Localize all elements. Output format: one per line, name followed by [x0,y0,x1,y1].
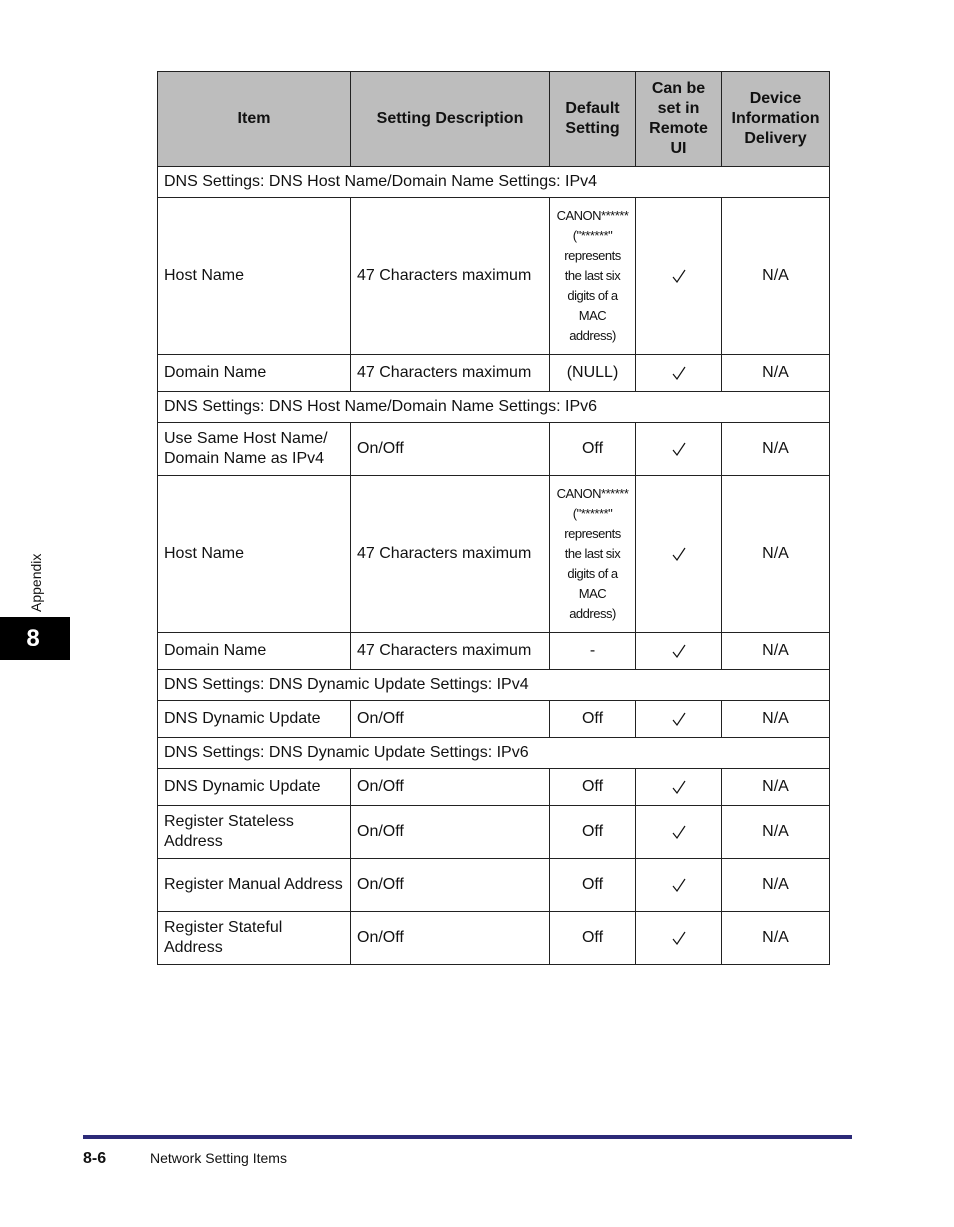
chapter-side-label: Appendix [28,553,44,612]
check-icon [671,930,687,946]
header-item: Item [158,72,351,167]
delivery-cell: N/A [722,198,830,355]
default-cell: - [550,633,636,670]
item-cell: Register Stateful Address [158,912,351,965]
header-default-setting: Default Setting [550,72,636,167]
default-cell: CANON****** ("******" represents the last six digits of a MAC address) [550,198,636,355]
default-cell: CANON****** ("******" represents the last six digits of a MAC address) [550,476,636,633]
description-cell: 47 Characters maximum [351,198,550,355]
settings-table [157,71,830,965]
table-row [158,198,830,355]
description-cell: On/Off [351,859,550,912]
default-cell: Off [550,769,636,806]
delivery-cell: N/A [722,423,830,476]
default-cell: Off [550,423,636,476]
delivery-cell: N/A [722,701,830,738]
remote-ui-cell [636,633,722,670]
chapter-number: 8 [26,624,40,652]
description-cell: On/Off [351,912,550,965]
delivery-cell: N/A [722,355,830,392]
remote-ui-cell [636,806,722,859]
description-cell: 47 Characters maximum [351,355,550,392]
check-icon [671,365,687,381]
table-row [158,476,830,633]
delivery-cell: N/A [722,633,830,670]
description-cell: 47 Characters maximum [351,476,550,633]
item-cell: Register Stateless Address [158,806,351,859]
remote-ui-cell [636,423,722,476]
default-cell: Off [550,859,636,912]
section-row [158,392,830,423]
check-icon [671,824,687,840]
item-cell: DNS Dynamic Update [158,769,351,806]
table-row [158,912,830,965]
check-icon [671,877,687,893]
remote-ui-cell [636,355,722,392]
table-row [158,701,830,738]
check-icon [671,441,687,457]
remote-ui-cell [636,859,722,912]
table-row [158,806,830,859]
footer-title: Network Setting Items [150,1150,287,1166]
description-cell: On/Off [351,701,550,738]
item-cell: Host Name [158,198,351,355]
remote-ui-cell [636,701,722,738]
table-row [158,423,830,476]
check-icon [671,779,687,795]
header-setting-description: Setting Description [351,72,550,167]
remote-ui-cell [636,476,722,633]
description-cell: On/Off [351,806,550,859]
default-cell: Off [550,701,636,738]
chapter-tab [0,617,70,660]
header-remote-ui: Can be set in Remote UI [636,72,722,167]
section-row [158,670,830,701]
footer-rule [83,1135,852,1139]
delivery-cell: N/A [722,806,830,859]
section-label: DNS Settings: DNS Host Name/Domain Name Settings: IPv4 [158,167,830,198]
item-cell: Domain Name [158,355,351,392]
section-label: DNS Settings: DNS Host Name/Domain Name Settings: IPv6 [158,392,830,423]
item-cell: Register Manual Address [158,859,351,912]
check-icon [671,268,687,284]
item-cell: Use Same Host Name/ Domain Name as IPv4 [158,423,351,476]
check-icon [671,546,687,562]
section-row [158,738,830,769]
delivery-cell: N/A [722,476,830,633]
page-number: 8-6 [83,1150,107,1167]
section-label: DNS Settings: DNS Dynamic Update Settings: IPv6 [158,738,830,769]
remote-ui-cell [636,912,722,965]
table-row [158,769,830,806]
default-cell: Off [550,806,636,859]
section-label: DNS Settings: DNS Dynamic Update Settings: IPv4 [158,670,830,701]
default-cell: Off [550,912,636,965]
check-icon [671,711,687,727]
section-row [158,167,830,198]
table-row [158,633,830,670]
remote-ui-cell [636,769,722,806]
check-icon [671,643,687,659]
item-cell: Host Name [158,476,351,633]
table-row [158,355,830,392]
delivery-cell: N/A [722,912,830,965]
delivery-cell: N/A [722,859,830,912]
header-device-info-delivery: Device Information Delivery [722,72,830,167]
description-cell: On/Off [351,423,550,476]
default-cell: (NULL) [550,355,636,392]
table-row [158,859,830,912]
item-cell: Domain Name [158,633,351,670]
description-cell: 47 Characters maximum [351,633,550,670]
remote-ui-cell [636,198,722,355]
description-cell: On/Off [351,769,550,806]
delivery-cell: N/A [722,769,830,806]
table-header-row [158,72,830,167]
item-cell: DNS Dynamic Update [158,701,351,738]
